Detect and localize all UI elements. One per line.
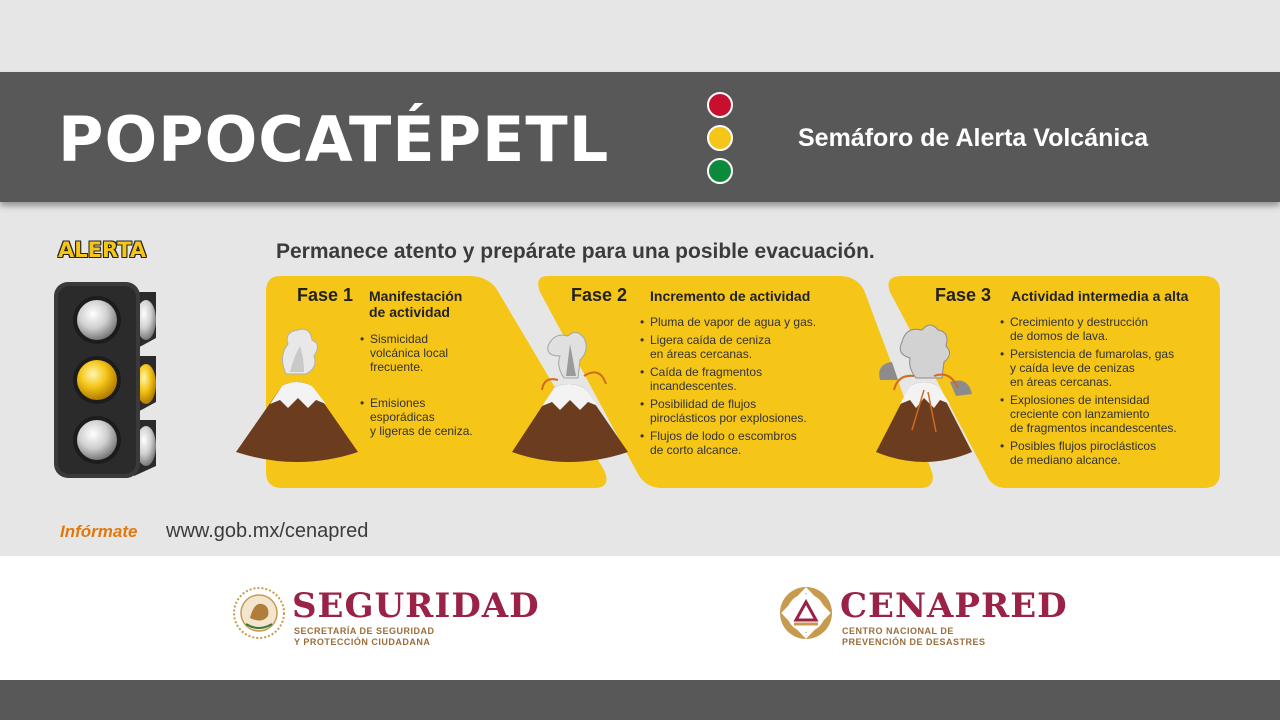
list-item: • Crecimiento y destrucción de domos de lava. [1000,315,1210,343]
phase-2-title: Fase 2 [571,285,628,305]
info-label: Infórmate [60,522,138,541]
list-item: • Posibilidad de flujos piroclásticos por explosiones. [640,397,840,425]
list-item: • Ligera caída de ceniza en áreas cercanas. [640,333,840,361]
volcano-phase-3-icon [872,320,976,468]
volcano-phase-1-icon [232,326,362,468]
phase-3-bullets [1000,315,1210,471]
volcano-phase-2-icon [508,326,632,468]
phase-2-heading: Incremento de actividad [650,288,811,304]
page-title: POPOCATÉPETL [58,103,610,176]
instruction-text: Permanece atento y prepárate para una posible evacuación. [276,240,875,263]
cenapred-subtitle: CENTRO NACIONAL DE PREVENCIÓN DE DESASTRES [842,626,986,647]
page-subtitle: Semáforo de Alerta Volcánica [798,124,1149,152]
info-link[interactable]: www.gob.mx/cenapred [166,520,369,542]
phase-3-heading: Actividad intermedia a alta [1011,288,1189,304]
list-item: • Explosiones de intensidad creciente con lanzamiento de fragmentos incandescentes. [1000,393,1210,435]
phase-1-bullets [360,332,500,442]
list-item: • Persistencia de fumarolas, gas y caída leve de cenizas en áreas cercanas. [1000,347,1210,389]
phase-1-title: Fase 1 [297,285,354,305]
national-seal-icon [232,584,286,642]
phase-1-heading: Manifestación de actividad [369,288,463,320]
list-item: • Posibles flujos piroclásticos de mediano alcance. [1000,439,1210,467]
list-item: • Caída de fragmentos incandescentes. [640,365,840,393]
bottom-bar [0,680,1280,720]
seguridad-subtitle: SECRETARÍA DE SEGURIDAD Y PROTECCIÓN CIUDADANA [294,626,435,647]
cenapred-logo-text: CENAPRED [840,586,1068,626]
phase-2-bullets [640,315,840,461]
seguridad-logo-text: SEGURIDAD [292,586,540,626]
list-item: • Sismicidad volcánica local frecuente. [360,332,500,374]
list-item: • Flujos de lodo o escombros de corto alcance. [640,429,840,457]
list-item: • Emisiones esporádicas y ligeras de ceniza. [360,396,500,438]
footer [0,556,1280,680]
alert-level-label: ALERTA [58,238,147,262]
list-item: • Pluma de vapor de agua y gas. [640,315,840,329]
phase-3-title: Fase 3 [935,285,992,305]
cenapred-logo-icon [778,584,834,642]
